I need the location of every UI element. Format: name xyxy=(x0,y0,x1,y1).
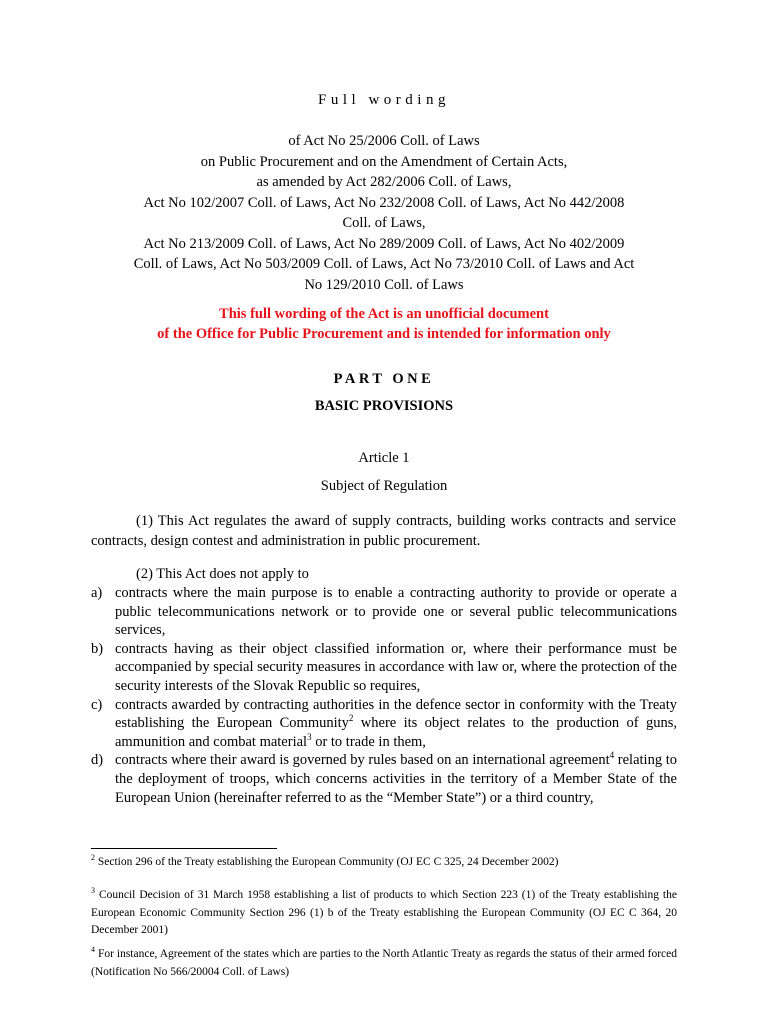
footnote-ref: 3 xyxy=(307,731,312,742)
list-item xyxy=(91,751,677,807)
footnote-mark: 4 xyxy=(91,945,95,955)
notice-line: of the Office for Public Procurement and is intended for information only xyxy=(157,326,611,342)
list-item-text xyxy=(115,751,677,807)
document-title: Full wording xyxy=(318,92,450,108)
footnote xyxy=(91,854,677,872)
list-item-label: d) xyxy=(91,752,104,769)
paragraph-1-text: (1) This Act regulates the award of supply contracts, building works contracts and service contracts, design contest and administration in public procurement. xyxy=(91,513,676,549)
part-subtitle: BASIC PROVISIONS xyxy=(314,398,454,414)
list-item xyxy=(91,696,677,752)
article-heading: Article 1 xyxy=(358,450,410,466)
act-header-line: Act No 213/2009 Coll. of Laws, Act No 289/2009 Coll. of Laws, Act No 402/2009 xyxy=(143,235,625,252)
footnote-ref: 2 xyxy=(348,713,354,724)
list-item-text: contracts having as their object classified information or, where their performance must be accompanied by special security measures in accordance with law or, where the protection of the security interests of the Slovak Republic so requires, xyxy=(115,640,677,694)
footnote xyxy=(91,946,677,981)
footnote-mark: 2 xyxy=(91,853,95,863)
footnote-ref: 4 xyxy=(609,750,615,761)
paragraph-2-text: (2) This Act does not apply to xyxy=(136,566,309,582)
list-item-label: a) xyxy=(91,585,103,601)
footnote-text: Council Decision of 31 March 1958 establishing a list of products to which Section 223 (1) of the Treaty establishing the European Economic Community Section 296 (1) b of the Treaty establishing the European Community (OJ EC C 364, 20 December 2001) xyxy=(91,889,677,936)
notice-line: This full wording of the Act is an unofficial document xyxy=(219,306,549,322)
act-header-line: as amended by Act 282/2006 Coll. of Laws, xyxy=(256,174,512,190)
footnote-divider xyxy=(91,848,277,849)
list-item-text-part: contracts awarded by contracting authorities in the defence sector in conformity with the Treaty establishing the European Community xyxy=(115,696,677,732)
act-header-line: No 129/2010 Coll. of Laws xyxy=(304,276,464,293)
unofficial-notice xyxy=(0,304,768,344)
article-subtitle: Subject of Regulation xyxy=(320,478,448,494)
list-item xyxy=(91,584,677,640)
list-item-label: c) xyxy=(91,696,103,713)
list-item-text-part: relating to the deployment of troops, which concerns activities in the territory of a Member State of the European Union (hereinafter referred to as the “Member State”) or a third country, xyxy=(115,752,677,806)
paragraph-1 xyxy=(91,512,676,551)
act-header-line: Act No 102/2007 Coll. of Laws, Act No 232/2008 Coll. of Laws, Act No 442/2008 xyxy=(143,194,625,211)
act-header-line: on Public Procurement and on the Amendment of Certain Acts, xyxy=(200,153,568,170)
list-item-text: contracts where the main purpose is to enable a contracting authority to provide or operate a public telecommunications network or to provide one or several public telecommunications services, xyxy=(115,585,677,639)
footnote-mark: 3 xyxy=(91,886,95,896)
act-header xyxy=(86,131,682,295)
act-header-line: of Act No 25/2006 Coll. of Laws xyxy=(288,133,480,149)
act-header-line: Coll. of Laws, xyxy=(342,215,426,231)
list-item-text xyxy=(115,696,677,752)
list-item-label: b) xyxy=(91,640,104,657)
list-item xyxy=(91,640,677,696)
list-item-text-part: or to trade in them, xyxy=(311,733,426,750)
footnote xyxy=(91,887,677,940)
footnote-text: Section 296 of the Treaty establishing the European Community (OJ EC C 325, 24 December 2002) xyxy=(95,856,559,868)
list-item-text-part: where its object relates to the production of guns, ammunition and combat material xyxy=(115,715,677,750)
exclusion-list xyxy=(91,584,677,807)
footnote-text: For instance, Agreement of the states which are parties to the North Atlantic Treaty as regards the status of their armed forced (Notification No 566/20004 Coll. of Laws) xyxy=(91,948,677,978)
act-header-line: Coll. of Laws, Act No 503/2009 Coll. of Laws, Act No 73/2010 Coll. of Laws and Act xyxy=(133,256,635,272)
part-heading: PART ONE xyxy=(333,371,435,387)
paragraph-2 xyxy=(91,565,676,585)
list-item-text-part: contracts where their award is governed by rules based on an international agreement xyxy=(115,752,610,769)
